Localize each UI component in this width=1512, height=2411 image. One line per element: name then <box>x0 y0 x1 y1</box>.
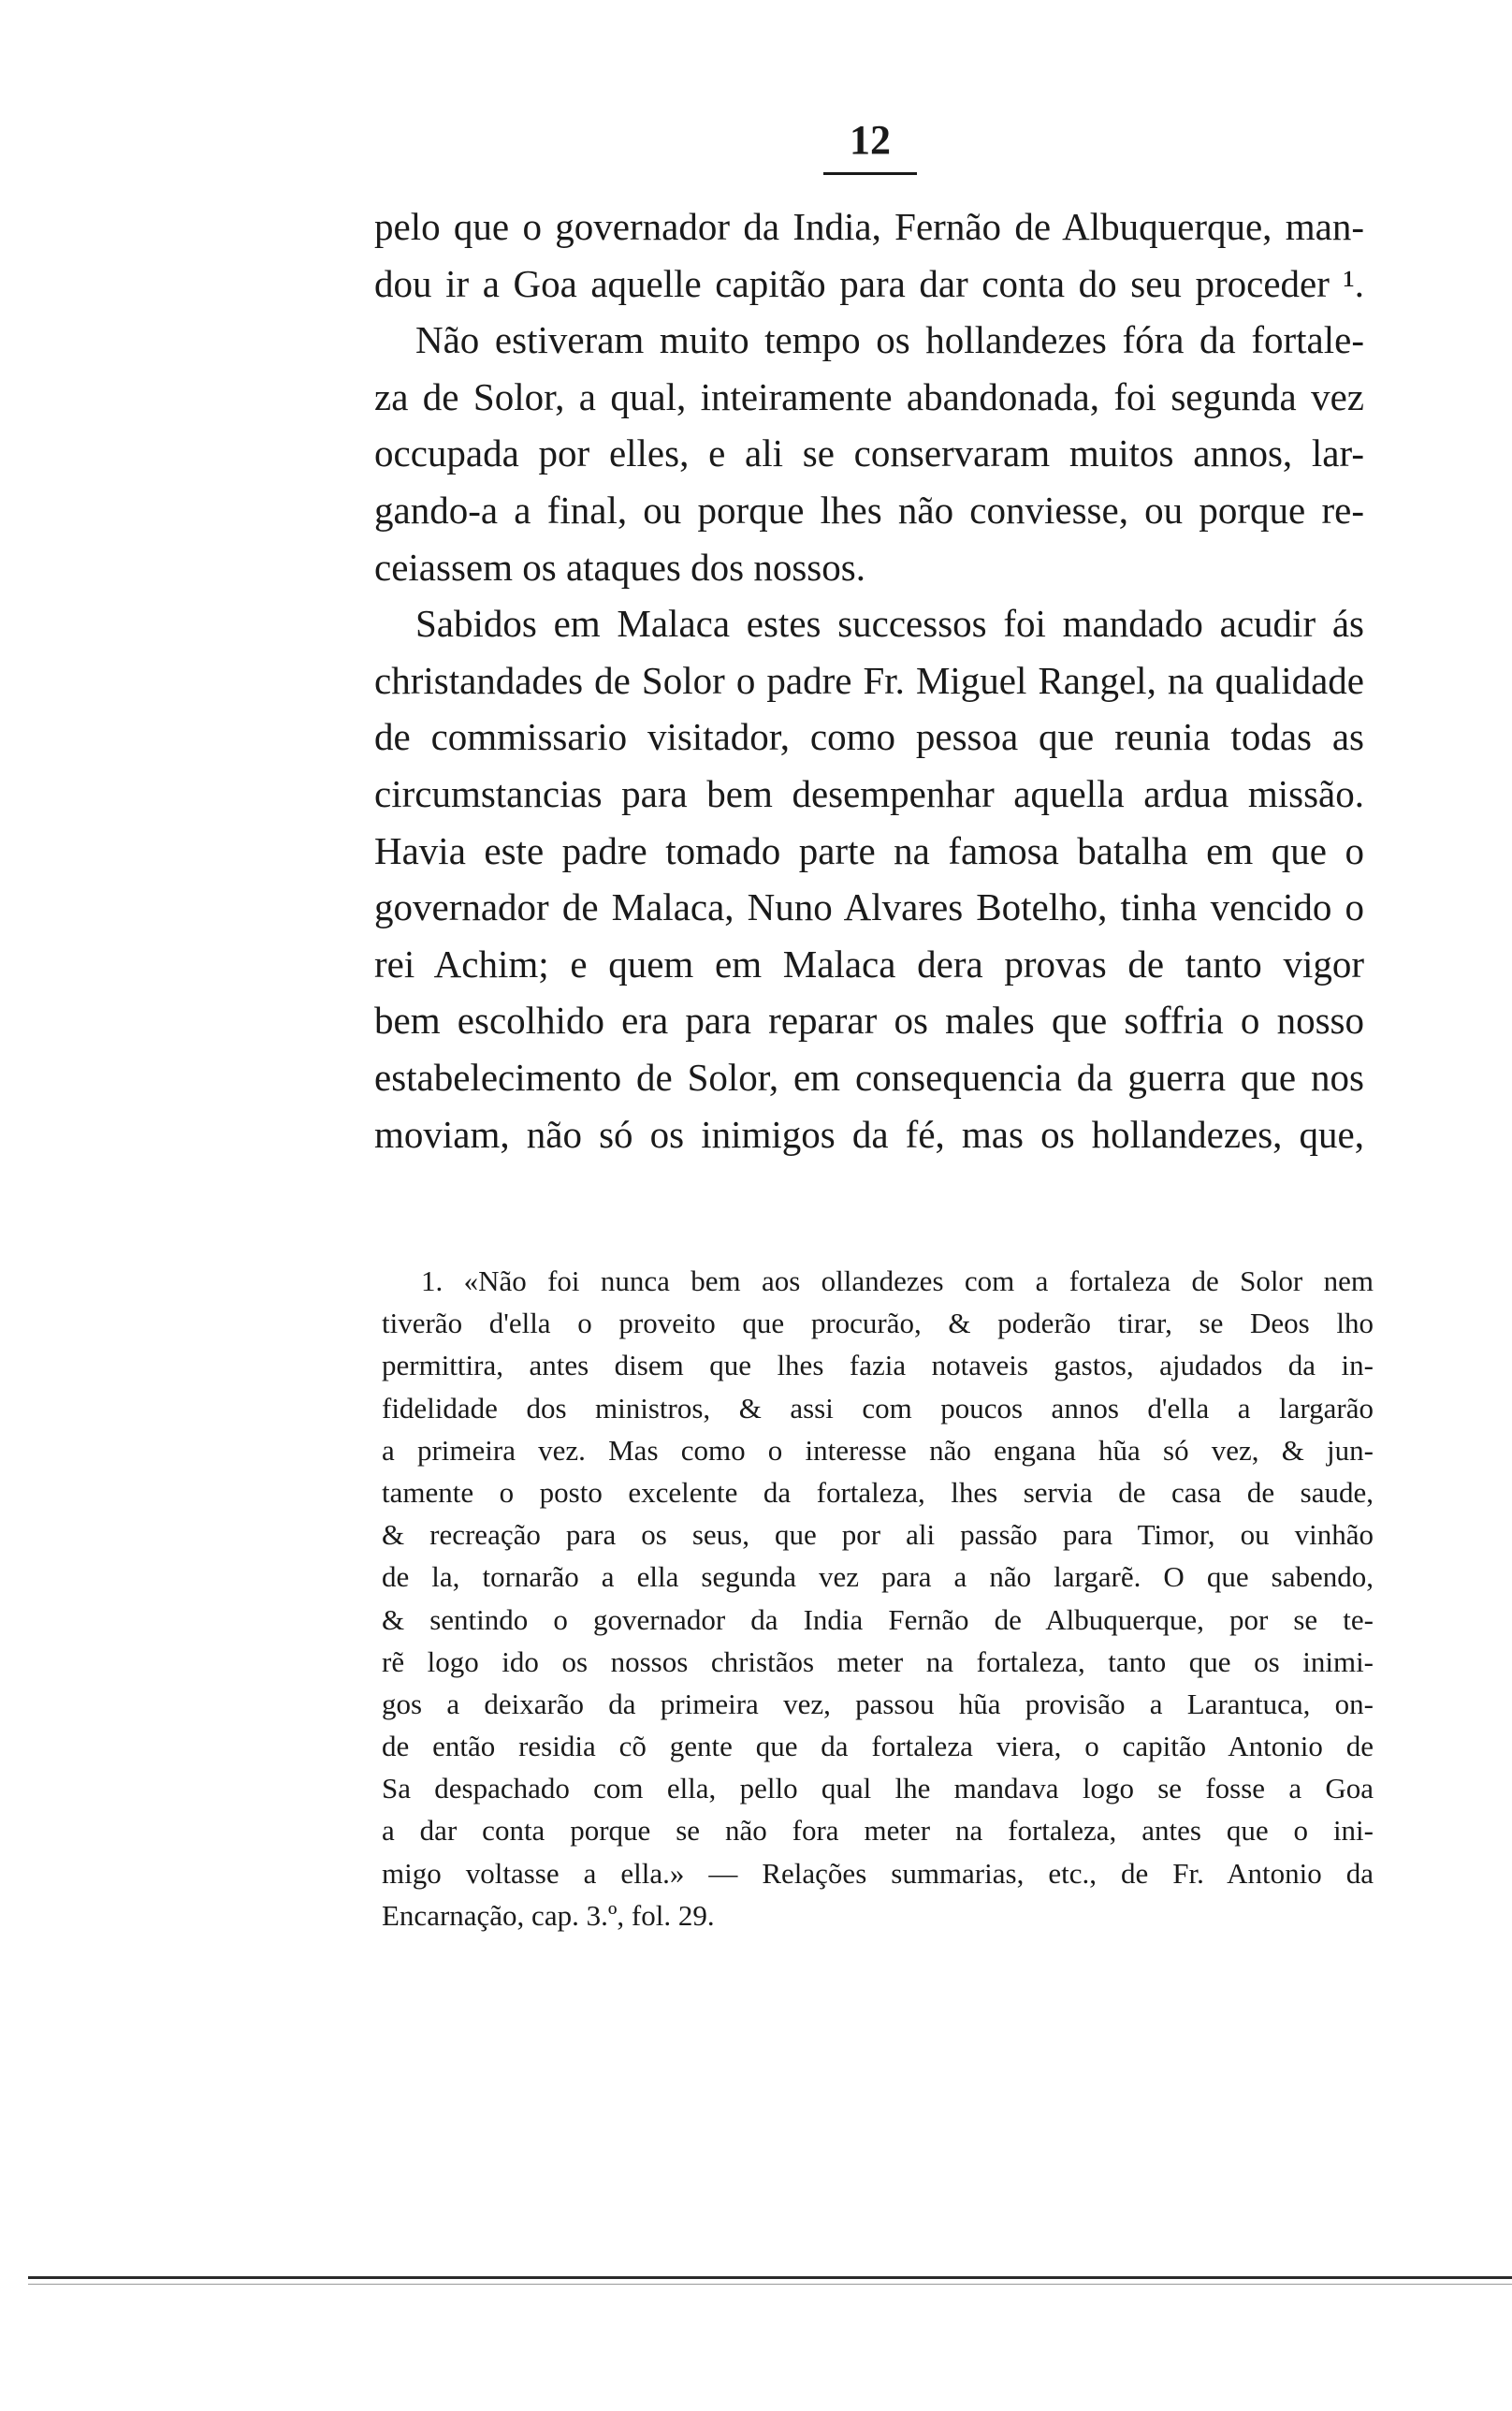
footnote-line: 1. «Não foi nunca bem aos ollandezes com a fortaleza de Solor nem <box>421 1264 1374 1297</box>
body-line: Havia este padre tomado parte na famosa batalha em que o <box>374 828 1364 872</box>
bottom-rule-thin <box>28 2284 1512 2285</box>
body-line: ceiassem os ataques dos nossos. <box>374 545 865 589</box>
body-line: Sabidos em Malaca estes successos foi mandado acudir ás <box>415 602 1364 646</box>
footnote-line: de la, tornarão a ella segunda vez para a não largarẽ. O que sabendo, <box>382 1560 1374 1594</box>
footnote-line: de então residia cõ gente que da fortaleza viera, o capitão Antonio de <box>382 1730 1374 1763</box>
body-line: gando-a a final, ou porque lhes não conviesse, ou porque re- <box>374 488 1364 532</box>
footnote-line: permittira, antes disem que lhes fazia notaveis gastos, ajudados da in- <box>382 1349 1374 1382</box>
body-line: occupada por elles, e ali se conservaram muitos annos, lar- <box>374 431 1364 475</box>
footnote-line: & sentindo o governador da India Fernão de Albuquerque, por se te- <box>382 1602 1374 1636</box>
footnote-line: & recreação para os seus, que por ali passão para Timor, ou vinhão <box>382 1518 1374 1552</box>
body-line: moviam, não só os inimigos da fé, mas os hollandezes, que, <box>374 1112 1364 1156</box>
body-line: dou ir a Goa aquelle capitão para dar conta do seu proceder ¹. <box>374 261 1364 305</box>
page-number-rule <box>823 172 917 175</box>
footnote-line: migo voltasse a ella.» — Relações summarias, etc., de Fr. Antonio da <box>382 1856 1374 1890</box>
body-line: rei Achim; e quem em Malaca dera provas de tanto vigor <box>374 942 1364 986</box>
body-line: Não estiveram muito tempo os hollandezes fóra da fortale- <box>415 318 1364 362</box>
body-line: estabelecimento de Solor, em consequencia da guerra que nos <box>374 1055 1364 1099</box>
body-text <box>374 198 1364 1162</box>
body-line: bem escolhido era para reparar os males que soffria o nosso <box>374 999 1364 1043</box>
footnote-line: tamente o posto excelente da fortaleza, lhes servia de casa de saude, <box>382 1475 1374 1509</box>
footnote-line: Encarnação, cap. 3.º, fol. 29. <box>382 1898 715 1932</box>
footnote-line: fidelidade dos ministros, & assi com poucos annos d'ella a largarão <box>382 1391 1374 1425</box>
page-number: 12 <box>850 117 891 163</box>
body-line: za de Solor, a qual, inteiramente abandonada, foi segunda vez <box>374 374 1364 418</box>
footnote-line: Sa despachado com ella, pello qual lhe mandava logo se fosse a Goa <box>382 1772 1374 1805</box>
footnote-line: rẽ logo ido os nossos christãos meter na fortaleza, tanto que os inimi- <box>382 1644 1374 1678</box>
footnote-line: a dar conta porque se não fora meter na fortaleza, antes que o ini- <box>382 1814 1374 1848</box>
bottom-rule <box>28 2276 1512 2279</box>
footnotes <box>382 1260 1374 1936</box>
body-line: governador de Malaca, Nuno Alvares Botelho, tinha vencido o <box>374 885 1364 929</box>
footnote-line: a primeira vez. Mas como o interesse não engana hũa só vez, & jun- <box>382 1433 1374 1467</box>
body-line: christandades de Solor o padre Fr. Miguel Rangel, na qualidade <box>374 658 1364 702</box>
body-line: pelo que o governador da India, Fernão de Albuquerque, man- <box>374 205 1364 248</box>
footnote-line: gos a deixarão da primeira vez, passou hũa provisão a Larantuca, on- <box>382 1687 1374 1720</box>
body-line: circumstancias para bem desempenhar aquella ardua missão. <box>374 771 1364 815</box>
body-line: de commissario visitador, como pessoa que reunia todas as <box>374 715 1364 759</box>
footnote-line: tiverão d'ella o proveito que procurão, & poderão tirar, se Deos lho <box>382 1307 1374 1340</box>
